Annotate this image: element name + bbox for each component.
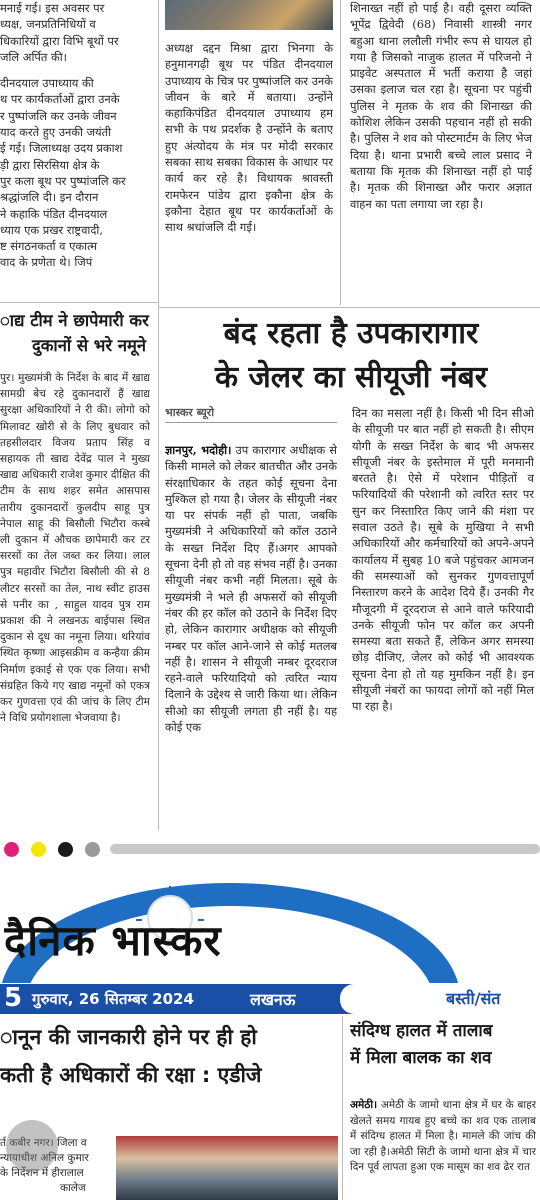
article-line: ई गई। जिलाध्यक्ष उदय प्रकाश <box>0 141 123 156</box>
article-column-food <box>0 370 150 828</box>
article-column-jail-a <box>165 442 337 827</box>
headline-line: में मिला बालक का शव <box>350 1048 492 1068</box>
article-line: वाद के प्रणेता थे। जिपं <box>0 255 93 270</box>
column-divider <box>342 1016 343 1200</box>
article-line: ने कहाकि पंडित दीनदयाल <box>0 206 108 221</box>
headline-line: संदिग्ध हालत में तालाब <box>350 1021 493 1041</box>
city-name: लखनऊ <box>250 990 296 1009</box>
article-text <box>350 1098 536 1176</box>
event-photo-top <box>165 0 333 30</box>
article-line: दीनदयाल उपाध्याय की <box>0 76 94 91</box>
edition-name: बस्ती/संत <box>446 989 501 1008</box>
headline-food-raid <box>0 308 152 358</box>
watermark-circle <box>6 1120 58 1172</box>
column-divider <box>340 0 341 305</box>
headline-child-body <box>350 1018 538 1072</box>
article-line: कालेज <box>60 1182 86 1194</box>
headline-line: के जेलर का सीयूजी नंबर <box>214 360 488 395</box>
headline-adj-rights <box>0 1018 338 1094</box>
article-column-middle-top <box>165 40 333 295</box>
byline: भास्कर ब्यूरो <box>165 406 215 419</box>
article-line: न्यायाधीश अनिल कुमार <box>0 1152 89 1164</box>
registration-bar <box>110 844 540 854</box>
dateline: ज्ञानपुर, भदोही। <box>165 443 232 457</box>
headline-line: ानून की जानकारी होने पर ही हो <box>0 1025 257 1049</box>
article-line: ध्याय एक प्रखर राष्ट्रवादी, <box>0 222 103 237</box>
registration-dot-black <box>58 842 73 857</box>
masthead-title: दैनिक भास्कर <box>4 916 222 965</box>
column-divider <box>158 310 159 830</box>
dateline: अमेठी। <box>350 1099 378 1111</box>
page-number: 5 <box>4 983 23 1013</box>
masthead <box>0 878 540 983</box>
article-column-jail-b <box>352 405 534 827</box>
section-divider <box>158 307 540 308</box>
article-line: ष्ट संगठनकर्ता व एकात्म <box>0 239 98 254</box>
article-line: श्रद्धांजलि दी। इन दौरान <box>0 190 99 205</box>
headline-line: ाद्य टीम ने छापेमारी कर <box>0 311 149 330</box>
article-line: र पुष्पांजलि कर उनके जीवन <box>0 108 117 123</box>
article-line: थ पर कार्यकर्ताओं द्वारा उनके <box>0 92 120 107</box>
column-divider <box>158 0 159 310</box>
article-line: जलि अर्पित की। <box>0 49 67 64</box>
byline-rule <box>165 422 337 423</box>
article-line: ड़ी द्वारा सिरसिया क्षेत्र के <box>0 157 100 172</box>
article-lines <box>0 0 150 271</box>
registration-dot-magenta <box>4 842 19 857</box>
article-line: के निर्देशन में हीरालाल <box>0 1167 84 1179</box>
article-line: मनाई गई। इस अवसर पर <box>0 1 105 15</box>
article-line: पुर कला बूथ पर पुष्पांजलि कर <box>0 173 126 188</box>
headline-line: दुकानों से भरे नमूने <box>32 336 147 355</box>
article-column-right-top <box>350 0 532 295</box>
headline-line: बंद रहता है उपकारागार <box>223 316 479 351</box>
issue-date: गुरुवार, 26 सितम्बर 2024 <box>32 990 194 1008</box>
article-column-left-top <box>0 0 150 295</box>
article-body: उप कारागार अधीक्षक से किसी मामले को लेकर बातचीत और उनके संरक्षाधिकार के तहत कोई सूचना देना मुश्किल हो गया है। जेलर के सीयूजी नंबर या पर संपर्क नहीं हो पाता, जबकि मुख्यमंत्री ने अधिकारियों को कॉल उठाने के सख्त निर्देश दिए हैं।अगर आपको सूचना देनी हो तो वह संभव नहीं है। उनका सीयूजी नंबर कभी नहीं मिलता। सूबे के मुख्यमंत्री ने भले ही अफसरों को सीयूजी नंबर की हर कॉल को उठाने के निर्देश दिए हो, लेकिन कारागार अधीक्षक को सीयूजी नम्बर पर कॉल आने-जाने से कोई मतलब नहीं है। शासन ने सीयूजी नम्बर दूरदराज रहने-वाले फरियादियो को त्वरित न्याय दिलाने के उद्देश्य से जारी किया था। लेकिन सीओ का सीयूजी लगता ही नहीं है। यह कोई एक <box>165 443 337 735</box>
article-body: अमेठी के जामो थाना क्षेत्र में घर के बाहर खेलते समय गायब हुए बच्चे का शव एक तालाब में संदिग्ध हालत में मिला है। मामले की जांच की जा रही है।अमेठी सिटी के जामो थाना क्षेत्र में चार दिन पूर्व लापता हुआ एक मासूम का शव ढेर रात <box>350 1099 536 1173</box>
registration-dot-yellow <box>31 842 46 857</box>
article-text: पुर। मुख्यमंत्री के निर्देश के बाद में खाद्य सामग्री बेच रहे दुकानदारों हैं खाद्य सुरक्षा अधिकारियों ने री की। लोगो को मिलावट खोरी से के लिए बुधवार को तहसीलदार विजय प्रताप सिंह व सहायक ती खाद्य देवेंद्र पाल ने मुख्य खाद्य अधिकारी राजेश कुमार दीक्षित की टीम के साथ शहर समेत आसपास तारीय दुकानदारों कुलदीप साहू पुत्र नेपाल साहू की बिसौली भिटौरा कस्बे ली दुकान में औचक छापेमारी कर टर सरसों का तेल जब्त कर लिया। लाल पुत्र महावीर भिटौरा बिसौली की से 8 लीटर सरसों का तेल, नाथ स्वीट हाउस से पनीर का , साहुल यादव पुत्र राम प्रकाश की ने लखनऊ बाईपास स्थित दुकान से दूध का नमूना लिया। थरियांव स्थित कृष्णा आइसक्रीम व कन्हैया क्रीम निर्माण इकाई से एक एक लिया। सभी संग्रहित किये गए खाद्य नमूनों को एकत्र कर गुणवत्ता एवं की जांच के लिए टीम ने विधि प्रयोगशाला भेजवाया है। <box>0 372 150 725</box>
article-line: धिकारियों द्वारा विभि बूथों पर <box>0 33 119 48</box>
article-text: दिन का मसला नहीं है। किसी भी दिन सीओ के सीयूजी पर बात नहीं हो सकती है। सीएम योगी के सख्त निर्देश के बाद भी अफसर सीयूजी नंबर के इस्तेमाल में पूरी मनमानी बरतते है। ऐसे में परेशान पीड़ितों व फरियादियों की परेशानी को त्वरित स्तर पर सुन कर निस्तारित किए जाने की मंशा पर सवाल उठते है। सूबे के मुखिया ने सभी अधिकारियों और कर्मचारियों को अपने-अपने कार्यालय में सुबह 10 बजे पहुंचकर आमजन की समस्याओं को सुनकर गुणवत्तापूर्ण निस्तारण करने के आदेश दिये हैं। उनकी गैर मौजूदगी में दूरदराज से आने वाले फरियादी उनके सीयूजी फोन पर कॉल कर अपनी समस्या बता सकते हैं, लेकिन अगर समस्या छोड़ दीजिए, जेलर को कोई भी आवश्यक सूचना देना हो तो यह मुमकिन नहीं है। इन सीयूजी नंबरों का फायदा लोगों को नहीं मिल पा रहा है। <box>352 406 534 714</box>
headline-line: कती है अधिकारों की रक्षा : एडीजे <box>0 1063 262 1087</box>
headline-jailer-cug <box>165 312 537 400</box>
article-line: र्त कबीर नगर। जिला व <box>0 1137 87 1149</box>
section-divider <box>0 302 158 303</box>
event-photo-bottom <box>116 1136 338 1200</box>
article-text: शिनाख्त नहीं हो पाई है। वही दूसरा व्यक्ति भूपेंद्र द्विवेदी (68) निवासी शास्त्री नगर बहुआ थाना ललौली गंभीर रूप से घायल हो गया है जिसको नाजुक हालत में परिजनो ने प्राइवेट अस्पताल में भर्ती कराया है जहां उसका इलाज चल रहा है। सूचना पर पहुंची पुलिस ने मृतक के शव की शिनाख्त की कोशिश लेकिन उसकी पहचान नहीं हो सकी है। पुलिस ने शव को पोस्टमार्टम के लिए भेज दिया है। थाना प्रभारी बच्चे लाल प्रसाद ने बताया कि मृतक की शिनाख्त नहीं हो पाई है। मृतक की शिनाख्त और फरार अज्ञात वाहन का पता लगाया जा रहा है। <box>350 1 532 211</box>
registration-dot-gray <box>85 842 100 857</box>
article-line: याद करते हुए उनकी जयंती <box>0 125 112 140</box>
edition-badge <box>340 984 540 1014</box>
article-text <box>165 442 337 735</box>
article-line: ध्यक्ष, जनप्रतिनिधियों व <box>0 17 96 32</box>
article-text: अध्यक्ष दद्दन मिश्रा द्वारा भिनगा के हनुमानगढ़ी बूथ पर पंडित दीनदयाल उपाध्याय के चित्र पर पुष्पांजलि कर उनके जीवन के बारे में बताया। उन्होंने कहाकिपंडित दीनदयाल उपाध्याय हम सभी के पथ प्रदर्शक है उन्होंने के बताए हुए अंत्योदय के मंत्र पर मोदी सरकार सबका साथ सबका विकास के आधार पर कार्य कर रहे है। विधायक श्रावस्ती रामफेरन पांडेय द्वारा इकौना क्षेत्र के इकौना देहात बूथ पर कार्यकर्ताओं के साथ श्रधांजलि दी गई। <box>165 41 333 235</box>
article-column-bottom-right <box>350 1098 536 1200</box>
